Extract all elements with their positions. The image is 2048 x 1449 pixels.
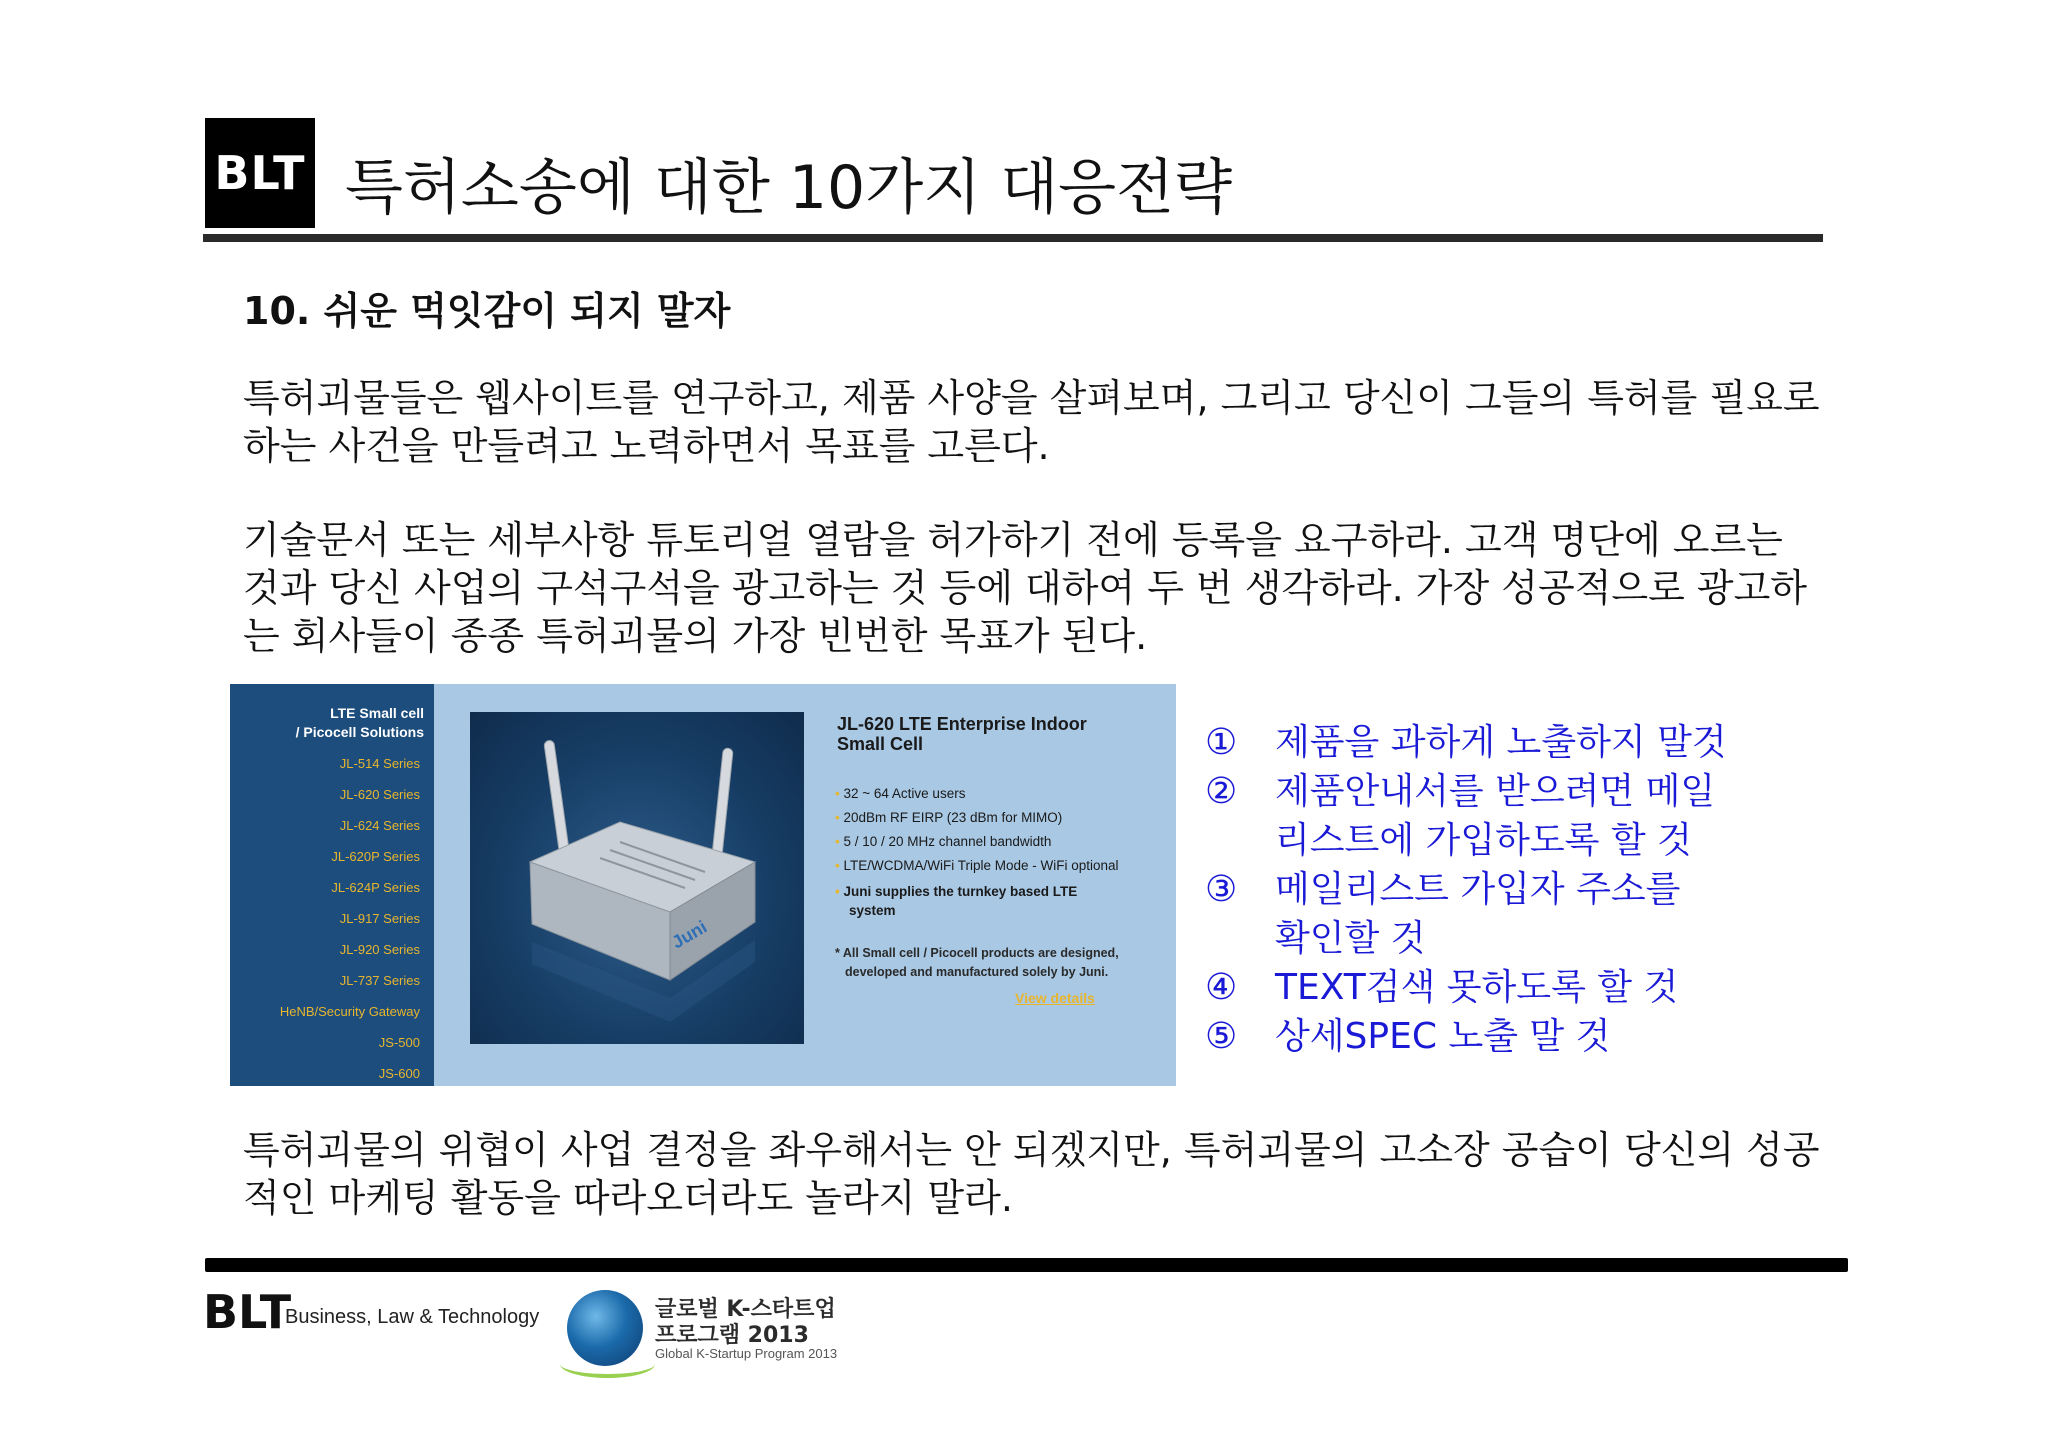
note-line: developed and manufactured solely by Juni. [845,965,1109,979]
product-screenshot [230,684,1176,1086]
product-sidebar [230,684,434,1086]
paragraph-3 [243,1126,1823,1222]
sidebar-item-js500[interactable]: JS-500 [378,1035,420,1050]
header-divider [203,234,1823,242]
list-number: ③ [1205,869,1238,910]
product-title-line: JL-620 LTE Enterprise Indoor [837,714,1087,734]
product-bullets [835,786,1119,920]
list-text: 확인할 것 [1275,918,1426,959]
sidebar-heading-line: LTE Small cell [330,705,424,721]
list-item [1205,767,1727,816]
bullet-item: • LTE/WCDMA/WiFi Triple Mode - WiFi optional [835,858,1119,873]
sidebar-heading [296,704,424,742]
list-text: 메일리스트 가입자 주소를 [1275,869,1681,910]
router-brand-label: Juni [668,916,711,953]
product-note [835,944,1119,982]
sidebar-item-jl620[interactable]: JL-620 Series [339,787,420,802]
sidebar-item-jl917[interactable]: JL-917 Series [339,911,420,926]
paragraph-line: 적인 마케팅 활동을 따라오더라도 놀라지 말라. [243,1176,1013,1220]
footer-logo: BLT [203,1285,292,1339]
list-item [1205,718,1727,767]
bullet-item: • 32 ~ 64 Active users [835,786,966,801]
bullet-item: • 20dBm RF EIRP (23 dBm for MIMO) [835,810,1063,825]
view-details-link[interactable]: View details [1015,990,1095,1006]
router-illustration [470,712,804,1044]
list-number: ④ [1205,967,1238,1008]
sidebar-item-jl624p[interactable]: JL-624P Series [331,880,420,895]
swoosh-icon [560,1350,655,1378]
program-subtitle: 프로그램 2013 [655,1323,809,1348]
bullet-item: • 5 / 10 / 20 MHz channel bandwidth [835,834,1052,849]
list-text: 상세SPEC 노출 말 것 [1275,1016,1611,1057]
paragraph-2 [243,516,1823,660]
product-title [837,714,1087,754]
router-photo [470,712,804,1044]
list-number: ⑤ [1205,1016,1238,1057]
sidebar-item-jl920[interactable]: JL-920 Series [339,942,420,957]
section-heading: 10. 쉬운 먹잇감이 되지 말자 [243,289,731,333]
footer-divider [205,1258,1848,1272]
sidebar-item-jl624[interactable]: JL-624 Series [339,818,420,833]
paragraph-line: 하는 사건을 만들려고 노력하면서 목표를 고른다. [243,424,1050,468]
footer-tagline: Business, Law & Technology [285,1306,540,1328]
paragraph-1 [243,374,1823,470]
paragraph-line: 것과 당신 사업의 구석구석을 광고하는 것 등에 대하여 두 번 생각하라. 가장 성공적으로 광고하 [243,566,1808,610]
program-title: 글로벌 K-스타트업 [655,1297,836,1322]
page-title: 특허소송에 대한 10가지 대응전략 [345,153,1233,223]
sidebar-item-jl737[interactable]: JL-737 Series [339,973,420,988]
list-text: 리스트에 가입하도록 할 것 [1275,820,1692,861]
list-number: ② [1205,771,1238,812]
list-item-continuation [1205,914,1727,963]
program-english: Global K-Startup Program 2013 [655,1346,838,1361]
list-item-continuation [1205,816,1727,865]
list-text: 제품을 과하게 노출하지 말것 [1275,722,1727,763]
bullet-item-bold: • Juni supplies the turnkey based LTE system [835,884,1078,918]
sidebar-item-henb[interactable]: HeNB/Security Gateway [279,1004,420,1019]
list-text: 제품안내서를 받으려면 메일 [1275,771,1716,812]
sidebar-item-js600[interactable]: JS-600 [378,1066,420,1081]
list-item [1205,1012,1727,1061]
sidebar-item-jl620p[interactable]: JL-620P Series [331,849,420,864]
list-item [1205,963,1727,1012]
paragraph-line: 는 회사들이 종종 특허괴물의 가장 빈번한 목표가 된다. [243,614,1148,658]
paragraph-line: 기술문서 또는 세부사항 튜토리얼 열람을 허가하기 전에 등록을 요구하라. 고객 명단에 오르는 [243,518,1783,562]
product-title-line: Small Cell [837,734,924,754]
note-line: * All Small cell / Picocell products are designed, [835,946,1119,960]
recommendation-list [1205,718,1727,1061]
paragraph-line: 특허괴물들은 웹사이트를 연구하고, 제품 사양을 살펴보며, 그리고 당신이 그들의 특허를 필요로 [243,376,1820,420]
paragraph-line: 특허괴물의 위협이 사업 결정을 좌우해서는 안 되겠지만, 특허괴물의 고소장 공습이 당신의 성공 [243,1128,1820,1172]
list-number: ① [1205,722,1238,763]
blt-logo-box: BLT [205,118,315,228]
sidebar-heading-line: / Picocell Solutions [295,724,424,740]
list-text: TEXT검색 못하도록 할 것 [1275,967,1679,1008]
sidebar-item-jl514[interactable]: JL-514 Series [339,756,420,771]
list-item [1205,865,1727,914]
